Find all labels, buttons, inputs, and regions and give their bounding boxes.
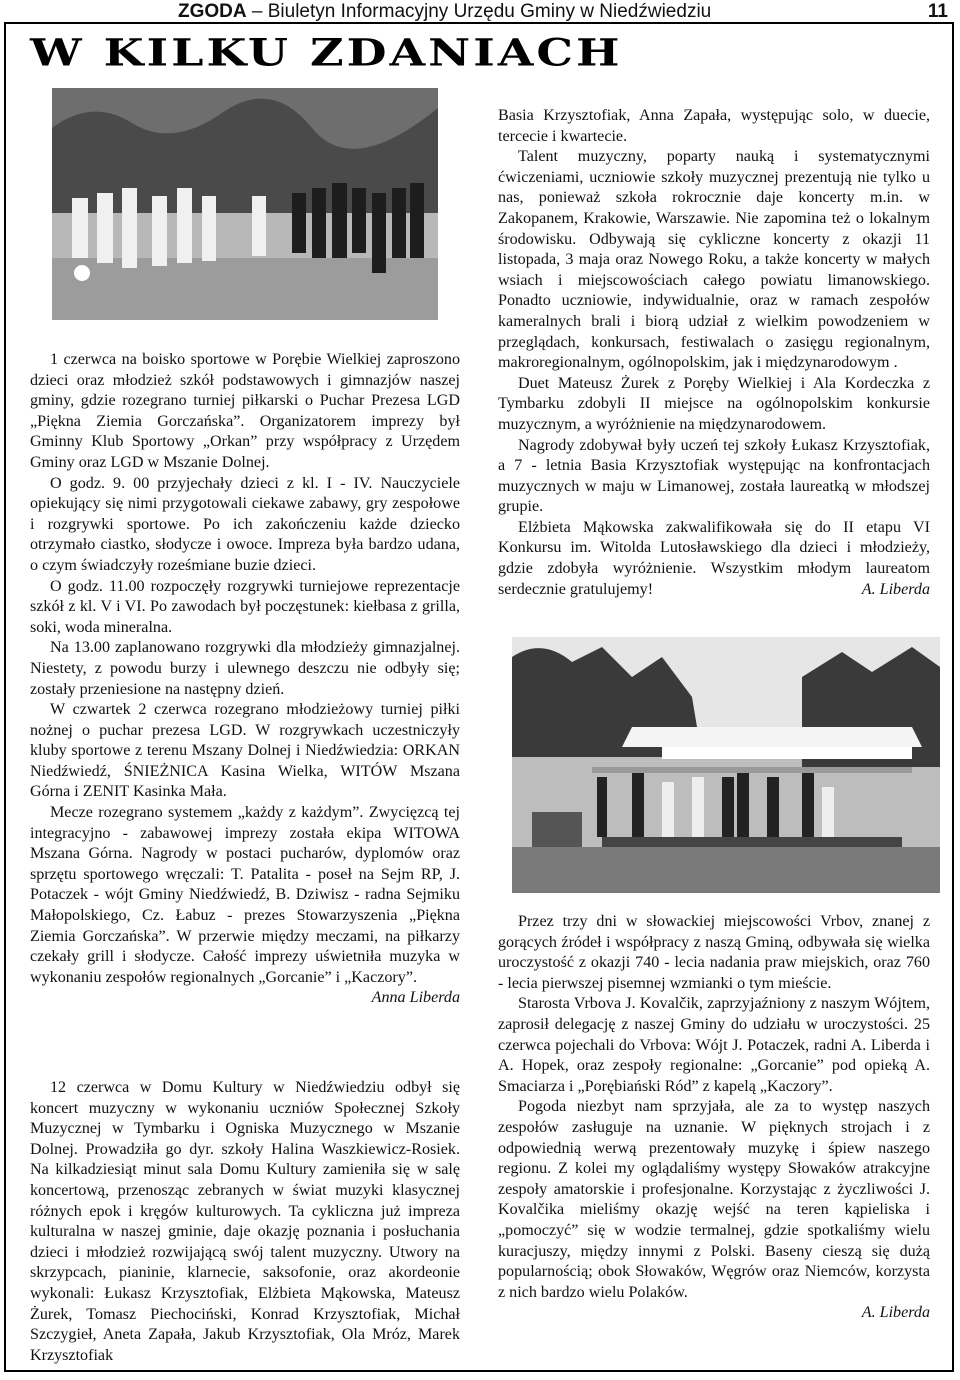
article-signature: Anna Liberda bbox=[371, 989, 460, 1007]
article-paragraph: Na 13.00 zaplanowano rozgrywki dla młodzieży gimnazjalnej. Niestety, z powodu burzy i ulewnego deszczu nie odbyły się; zostały przeniesione na następny dzień. bbox=[30, 639, 460, 698]
article-paragraph-text: Mecze rozegrano systemem „każdy z każdym”. Zwycięzcą tej integracyjno - zabawowej imprezy została ekipa WITOWA Mszana Górna. Nagrody w postaci pucharów, dyplomów oraz sprzętu sportowego wręczali: T. Patalita - poseł na Sejm RP, J. Potaczek - wójt Gminy Niedźwiedź, B. Dziwisz - radna Sejmiku Małopolskiego, Cz. Łabuz - prezes Stowarzyszenia „Piękna Ziemia Gorczańska”. W przerwie między meczami, na piłkarzy czekały grill i słodycze. Całość imprezy uświetniła muzyka w wykonaniu zespołów regionalnych „Gorcanie” i „Kaczory”. bbox=[30, 804, 460, 986]
article-paragraph: Basia Krzysztofiak, Anna Zapała, występując solo, w duecie, tercecie i kwartecie. bbox=[498, 107, 930, 145]
bulletin-title bbox=[178, 1, 711, 23]
folk-stage-photo bbox=[512, 637, 940, 893]
page-header bbox=[0, 0, 960, 24]
article-paragraph: W czwartek 2 czerwca rozegrano młodzieżowy turniej piłki nożnej o puchar prezesa LGD. W rozgrywkach uczestniczyły kluby sportowe z terenu Mszany Dolnej i Niedźwiedzia: ORKAN Niedźwiedź, ŚNIEŻNICA Kasina Wielka, WITÓW Mszana Górna i ZENIT Kasinka Mała. bbox=[30, 701, 460, 801]
page-number: 11 bbox=[927, 1, 948, 22]
article-paragraph: Przez trzy dni w słowackiej miejscowości Vrbov, znanej z gorących źródeł i współpracy z naszą Gminą, odbywała się wielka uroczystość z okazji 740 - lecia nadania praw miejskich, oraz 760 - lecia pierwszej pisemnej wzmianki o tym mieście. bbox=[498, 913, 930, 992]
article-paragraph bbox=[30, 803, 460, 1007]
left-article-concert bbox=[30, 1078, 460, 1366]
bulletin-name: ZGODA bbox=[178, 1, 247, 22]
article-signature: A. Liberda bbox=[861, 580, 930, 598]
football-tournament-photo bbox=[52, 88, 438, 320]
article-paragraph: Starosta Vrbova J. Kovalčik, zaprzyjaźniony z naszym Wójtem, zaprosił delegację z naszej Gminy do udziału w uroczystości. 25 czerwca pojechali do Vrbova: Wójt J. Potaczek, radni A. Liberda i A. Hopek, oraz zespoły regionalne: „Gorcanie” pod opieką A. Smaciarza i „Porębiański Ród” z kapelą „Kaczory”. bbox=[498, 995, 930, 1095]
article-paragraph: Nagrody zdobywał były uczeń tej szkoły Łukasz Krzysztofiak, a 7 - letnia Basia Krzysztofiak występując na konfrontacjach muzycznych w maju w Limanowej, została laureatką w młodszej grupie. bbox=[498, 436, 930, 516]
football-photo-image bbox=[52, 88, 438, 320]
right-article-concert-continued bbox=[498, 106, 930, 600]
bulletin-subtitle: – Biuletyn Informacyjny Urzędu Gminy w Niedźwiedziu bbox=[246, 1, 712, 22]
article-signature: A. Liberda bbox=[861, 1304, 930, 1322]
article-paragraph: O godz. 11.00 rozpoczęły rozgrywki turniejowe reprezentacje szkół z kl. V i VI. Po zawodach był poczęstunek: kiełbasa z grilla, soki, woda mineralna. bbox=[30, 577, 460, 636]
section-headline: W KILKU ZDANIACH bbox=[30, 30, 623, 75]
article-paragraph bbox=[498, 518, 930, 600]
right-article-vrbov bbox=[498, 912, 930, 1324]
article-paragraph-text: Elżbieta Mąkowska zakwalifikowała się do II etapu VI Konkursu im. Witolda Lutosławskiego dla dzieci i młodzieży, gdzie zdobyła wyróżnienie. Wszystkim młodym laureatom serdecznie gratulujemy! bbox=[498, 518, 930, 598]
article-paragraph: 12 czerwca w Domu Kultury w Niedźwiedziu odbył się koncert muzyczny w wykonaniu uczniów Społecznej Szkoły Muzycznej w Tymbarku i Ogniska Muzycznego w Mszanie Dolnej. Prowadziła go dyr. szkoły Halina Waszkiewicz-Rosiek. Na kilkadziesiąt minut sala Domu Kultury zamieniła się w salę koncertową, przenosząc zebranych w świat muzyki klasycznej różnych epok i kręgów kulturowych. Ta cykliczna już impreza kulturalna w naszej gminie, daje okazję poznania i posłuchania dzieci i młodzież rozwijającą swój talent muzyczny. Utwory na skrzypcach, pianinie, klarnecie, saksofonie, oraz akordeonie wykonali: Łukasz Krzysztofiak, Elżbieta Mąkowska, Mateusz Żurek, Tomasz Piechociński, Konrad Krzysztofiak, Michał Szczygieł, Aneta Zapała, Jakub Krzysztofiak, Ola Mróz, Marek Krzysztofiak bbox=[30, 1079, 460, 1364]
article-paragraph: O godz. 9. 00 przyjechały dzieci z kl. I - IV. Nauczyciele opiekujący się nimi przygotowali ciekawe zabawy, gry zespołowe i rozgrywki sportowe. Po ich zakończeniu każde dziecko otrzymało ciastko, słodycze i owoce. Impreza była bardzo udana, o czym świadczyły roześmiane buzie dzieci. bbox=[30, 474, 460, 574]
article-paragraph: Talent muzyczny, poparty nauką i systematycznymi ćwiczeniami, uczniowie szkoły muzycznej prezentują nie tylko u nas, ponieważ szkoła rokrocznie daje koncerty m.in. w Zakopanem, Krakowie, Warszawie. Nie zapomina też o lokalnym środowisku. Odbywają się cykliczne koncerty z okazji 11 listopada, 3 maja oraz Nowego Roku, a także koncerty w małych wsiach i miejscowościach całego powiatu limanowskiego. Ponadto uczniowie, indywidualnie, oraz w ramach zespołów kameralnych brali i biorą udział z wielkim powodzeniem w przeglądach, konkursach, festiwalach o zasięgu regionalnym, makroregionalnym, ogólnopolskim, jak i międzynarodowym . bbox=[498, 148, 930, 372]
article-paragraph: Pogoda niezbyt nam sprzyjała, ale za to występ naszych zespołów zasługuje na uznanie. W pięknych strojach i z odpowiednią werwą prezentowały muzykę i śpiew naszego regionu. Z kolei my oglądaliśmy występy Słowaków atrakcyjne zespoły amatorskie i profesjonalne. Korzystając z życzliwości J. Kovalčika mieliśmy okazję wejść na teren kąpieliska i „pomoczyć” się w wodzie termalnej, gdzie spotkaliśmy wielu kuracjuszy, między innymi z Polski. Baseny cieszą się dużą popularnością; obok Słowaków, Węgrów oraz Niemców, korzysta z nich bardzo wielu Polaków. bbox=[498, 1098, 930, 1301]
left-article-football bbox=[30, 350, 460, 1009]
stage-photo-image bbox=[512, 637, 940, 893]
article-paragraph: Duet Mateusz Żurek z Poręby Wielkiej i Ala Kordeczka z Tymbarku zdobyli II miejsce na ogólnopolskim konkursie muzycznym, a wyróżnienie na międzynarodowem. bbox=[498, 374, 930, 433]
article-paragraph: 1 czerwca na boisko sportowe w Porębie Wielkiej zaproszono dzieci oraz młodzież szkół podstawowych i gimnazjów naszej gminy, gdzie rozegrano turniej piłkarski o Puchar Prezesa LGD „Piękna Ziemia Gorczańska”. Organizatorem imprezy był Gminny Klub Sportowy „Orkan” przy współpracy z Urzędem Gminy oraz LGD w Mszanie Dolnej. bbox=[30, 351, 460, 471]
